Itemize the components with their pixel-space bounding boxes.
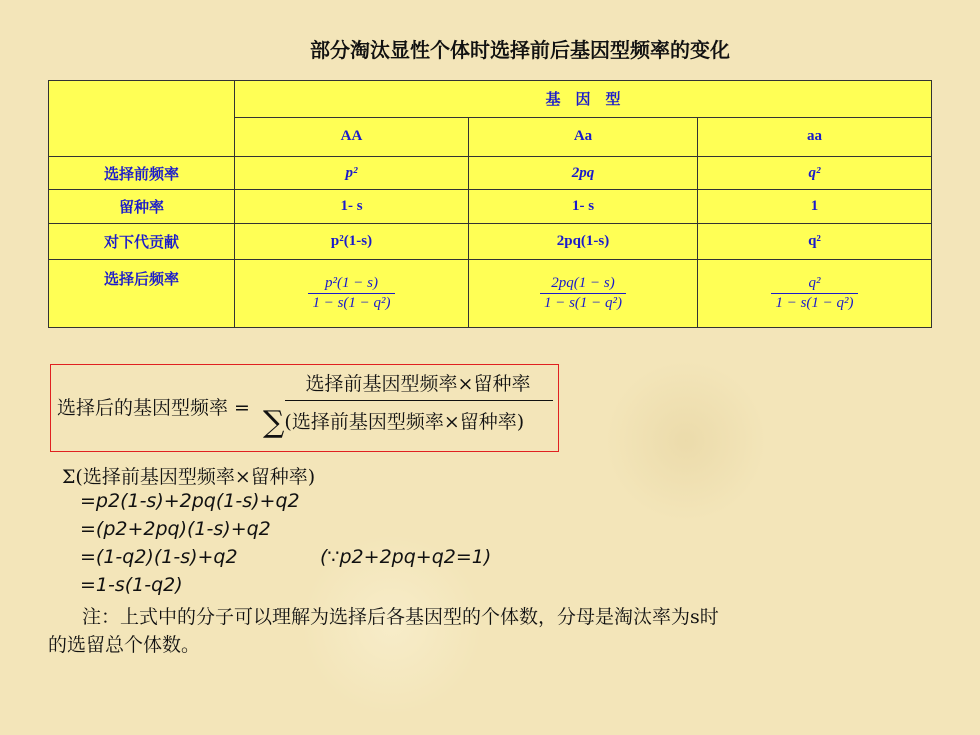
genotype-header-Aa: Aa — [469, 117, 698, 156]
table-row — [49, 156, 932, 190]
cell-contribution-AA: p²(1-s) — [235, 223, 469, 259]
row-label-contribution: 对下代贡献 — [49, 223, 235, 259]
table-corner-cell — [49, 81, 235, 157]
fraction-bar — [285, 400, 553, 401]
derivation-line: Σ(选择前基因型频率×留种率) — [62, 466, 316, 488]
fraction-denominator: 1 − s(1 − q²) — [543, 294, 623, 311]
derivation-line: =(p2+2pq)(1-s)+q2 — [80, 518, 271, 540]
genotype-frequency-table — [48, 80, 932, 328]
formula-lhs: 选择后的基因型频率 = — [57, 397, 250, 419]
page-title: 部分淘汰显性个体时选择前后基因型频率的变化 — [310, 38, 730, 62]
cell-after-Aa — [469, 259, 698, 327]
formula-numerator: 选择前基因型频率×留种率 — [305, 373, 531, 395]
frequency-formula-box — [50, 364, 559, 452]
genotype-header-aa: aa — [698, 117, 932, 156]
fraction-AA — [308, 275, 394, 312]
cell-before-Aa: 2pq — [469, 156, 698, 190]
note-line: 的选留总个体数。 — [48, 634, 201, 656]
fraction-aa — [771, 275, 857, 312]
derivation-line: =1-s(1-q2) — [80, 574, 183, 596]
cell-before-AA: p² — [235, 156, 469, 190]
derivation-note: (∵p2+2pq+q2=1) — [320, 546, 492, 568]
table-row — [49, 190, 932, 224]
row-label-retention: 留种率 — [49, 190, 235, 224]
row-label-after: 选择后频率 — [49, 259, 235, 327]
cell-retention-AA: 1- s — [235, 190, 469, 224]
fraction-denominator: 1 − s(1 − q²) — [775, 294, 854, 311]
genotype-group-header: 基 因 型 — [235, 81, 932, 118]
note-line: 注：上式中的分子可以理解为选择后各基因型的个体数，分母是淘汰率为s时 — [82, 606, 719, 628]
derivation-line: =p2(1-s)+2pq(1-s)+q2 — [80, 490, 300, 512]
sigma-symbol: ∑ — [263, 405, 285, 440]
cell-retention-Aa: 1- s — [469, 190, 698, 224]
table-row — [49, 223, 932, 259]
cell-contribution-aa: q² — [698, 223, 932, 259]
cell-after-AA — [235, 259, 469, 327]
cell-before-aa: q² — [698, 156, 932, 190]
fraction-Aa — [540, 275, 626, 312]
table-row — [49, 259, 932, 327]
cell-retention-aa: 1 — [698, 190, 932, 224]
derivation-line: =(1-q2)(1-s)+q2 — [80, 546, 238, 568]
fraction-denominator: 1 − s(1 − q²) — [312, 294, 391, 311]
fraction-numerator: 2pq(1 − s) — [540, 275, 626, 294]
formula-denominator: (选择前基因型频率×留种率) — [284, 411, 525, 433]
row-label-before: 选择前频率 — [49, 156, 235, 190]
fraction-numerator: p²(1 − s) — [308, 275, 394, 294]
cell-contribution-Aa: 2pq(1-s) — [469, 223, 698, 259]
formula-denominator-wrap — [263, 405, 524, 440]
genotype-header-AA: AA — [235, 117, 469, 156]
fraction-numerator: q² — [771, 275, 857, 294]
cell-after-aa — [698, 259, 932, 327]
